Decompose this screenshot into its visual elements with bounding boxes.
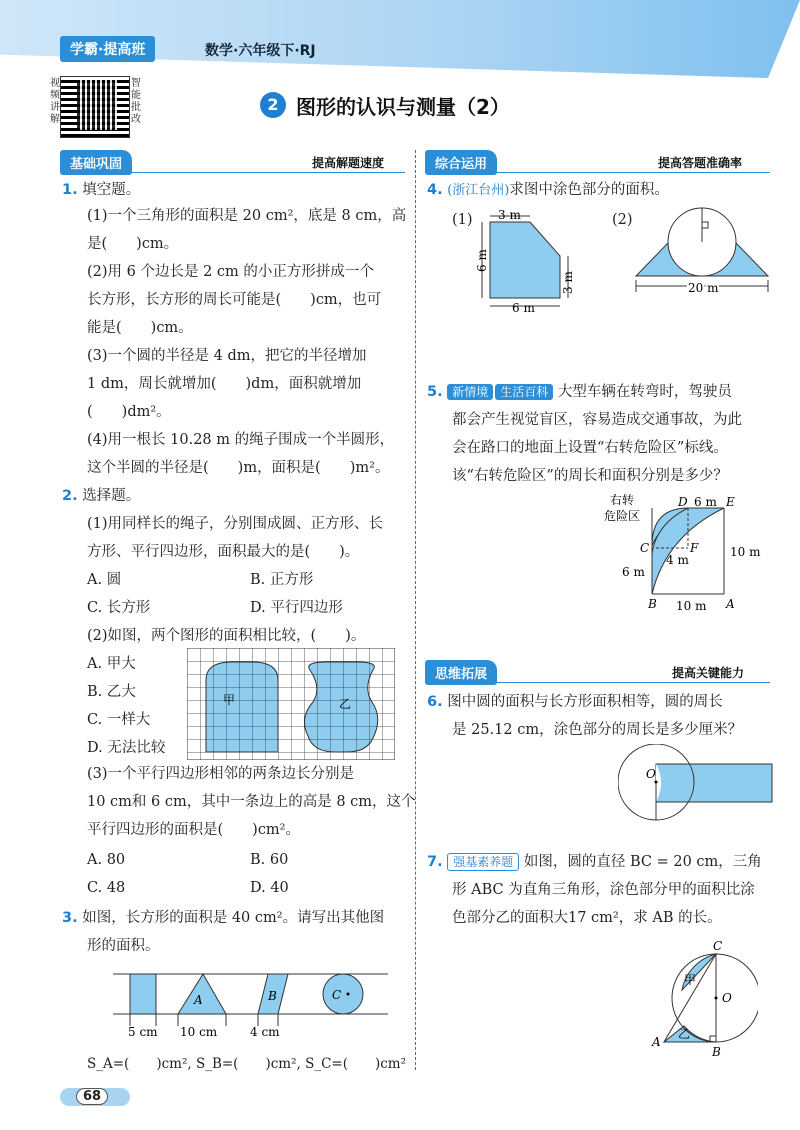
q7-label: 甲: [684, 973, 697, 987]
q3-number: 3: [62, 910, 73, 926]
q2-number: 2: [62, 488, 73, 504]
section-apply-line: [425, 172, 770, 173]
q2-p3-option[interactable]: D. 40: [250, 880, 289, 896]
q4-fig1-label: 6 m: [512, 301, 535, 315]
q7-label: A: [652, 1035, 661, 1049]
q1-line: 1 dm，周长就增加( )dm，面积就增加: [87, 376, 362, 392]
q4-source: (浙江台州): [447, 183, 510, 198]
q4-number: 4: [427, 182, 438, 198]
section-think-line: [425, 682, 770, 683]
qr-left-text: 视频讲解: [50, 78, 60, 125]
q1-number: 1: [62, 182, 73, 198]
subject-label: 数学·六年级下·RJ: [205, 43, 316, 59]
section-basic-subtitle: 提高解题速度: [312, 156, 385, 170]
q5-fig-label: 6 m: [622, 565, 645, 579]
q1-line: (4)用一根长 10.28 m 的绳子围成一个半圆形，: [87, 432, 395, 448]
q4-text: 求图中涂色部分的面积。: [509, 182, 669, 198]
q2-p2-option[interactable]: B. 乙大: [87, 684, 136, 700]
brand-badge: 学霸·提高班: [60, 36, 155, 62]
q4-fig1-shape: [490, 222, 560, 298]
q7-number: 7: [427, 854, 438, 870]
q2-p1-option[interactable]: B. 正方形: [250, 572, 314, 588]
q1-heading: 1. 填空题。: [62, 182, 141, 198]
section-apply-subtitle: 提高答题准确率: [658, 156, 743, 170]
q6-number: 6: [427, 694, 438, 710]
q7-heading: 7. 强基素养题 如图，圆的直径 BC = 20 cm，三角: [427, 854, 762, 870]
q3-label: 5 cm: [128, 1025, 158, 1039]
q2-p1-option[interactable]: A. 圆: [87, 572, 122, 588]
q5-fig-label: B: [648, 597, 657, 611]
q4-heading: 4. (浙江台州)求图中涂色部分的面积。: [427, 182, 669, 198]
q5-fig-label: F: [690, 541, 699, 555]
q5-number: 5: [427, 384, 438, 400]
q2-p1-option[interactable]: D. 平行四边形: [250, 600, 343, 616]
q1-body: [87, 206, 406, 486]
q7-label: B: [712, 1045, 721, 1059]
q2-p3-option[interactable]: B. 60: [250, 852, 289, 868]
q5-fig-label: 4 m: [666, 553, 689, 567]
q2-p3-line: 平行四边形的面积是( )cm²。: [87, 822, 300, 838]
q3-answer: S_A=( )cm², S_B=( )cm², S_C=( )cm²: [87, 1056, 407, 1072]
q2-p1-option[interactable]: C. 长方形: [87, 600, 151, 616]
q6-line: 是 25.12 cm，涂色部分的周长是多少厘米？: [452, 722, 743, 738]
q4-fig1-tag: (1): [452, 212, 473, 228]
q5-fig-label: 6 m: [694, 495, 717, 509]
q6-rect: [656, 764, 772, 802]
column-divider: [415, 150, 416, 1070]
q2-title: 选择题。: [82, 488, 141, 504]
q2-p2-option[interactable]: D. 无法比较: [87, 740, 166, 756]
q3-label: 10 cm: [180, 1025, 218, 1039]
q5-line: 大型车辆在转弯时，驾驶员: [557, 384, 732, 400]
q5-fig-label: A: [726, 597, 735, 611]
qr-pattern: [77, 80, 117, 130]
q3-line: 形的面积。: [87, 938, 160, 954]
q7-label: O: [722, 991, 732, 1005]
q6-line: 图中圆的面积与长方形面积相等，圆的周长: [447, 694, 723, 710]
q2-p1-line: 方形、平行四边形，面积最大的是( )。: [87, 544, 360, 560]
q6-heading: 6. 图中圆的面积与长方形面积相等，圆的周长: [427, 694, 723, 710]
q3-label: C: [332, 988, 342, 1002]
q7-line: 形 ABC 为直角三角形，涂色部分甲的面积比涂: [452, 882, 755, 898]
q2-p3-line: (3)一个平行四边形相邻的两条边长分别是: [87, 766, 355, 782]
q6-label: O: [646, 767, 656, 781]
q5-line: 该“右转危险区”的周长和面积分别是多少？: [452, 468, 728, 484]
q1-line: 长方形，长方形的周长可能是( )cm，也可: [87, 292, 382, 308]
q2-p3-option[interactable]: C. 48: [87, 880, 126, 896]
q3-line: 如图，长方形的面积是 40 cm²。请写出其他图: [82, 910, 385, 926]
q2-p3-line: 10 cm和 6 cm，其中一条边上的高是 8 cm，这个: [87, 794, 416, 810]
q5-figure: [590, 494, 780, 616]
q7-label: C: [713, 940, 723, 953]
q3-label: A: [194, 993, 203, 1007]
q3-label: 4 cm: [250, 1025, 280, 1039]
q7-tag: 强基素养题: [447, 853, 519, 871]
grid-lines: [187, 648, 395, 760]
q2-p2-option[interactable]: C. 一样大: [87, 712, 151, 728]
q1-line: 能是( )cm。: [87, 320, 193, 336]
q7-label: 乙: [678, 1027, 691, 1041]
q4-fig2-label: 20 m: [688, 281, 719, 295]
q5-zone-label: 危险区: [604, 509, 641, 523]
circle-c: [323, 974, 363, 1014]
q1-line: (2)用 6 个边长是 2 cm 的小正方形拼成一个: [87, 264, 374, 280]
q5-line: 会在路口的地面上设置“右转危险区”标线。: [452, 440, 728, 456]
grid-figure: [187, 648, 395, 760]
q4-fig1-label: 3 m: [498, 208, 521, 222]
q1-line: ( )dm²。: [87, 404, 171, 420]
section-apply: 综合运用: [425, 150, 497, 175]
q3-heading: 3. 如图，长方形的面积是 40 cm²。请写出其他图: [62, 910, 385, 926]
q2-p2-option[interactable]: A. 甲大: [87, 656, 136, 672]
label-jia: 甲: [223, 693, 236, 707]
q1-line: (3)一个圆的半径是 4 dm，把它的半径增加: [87, 348, 367, 364]
section-think-subtitle: 提高关键能力: [672, 666, 745, 680]
q2-p2-text: (2)如图，两个图形的面积相比较，( )。: [87, 628, 366, 644]
q5-fig-label: 10 m: [730, 545, 761, 559]
q7-figure: [648, 940, 758, 1062]
q5-fig-label: C: [640, 541, 650, 555]
rect-shape: [130, 974, 156, 1014]
q5-fig-label: 10 m: [676, 599, 707, 613]
q6-figure: [618, 744, 774, 824]
q5-tag: 生活百科: [495, 384, 553, 400]
label-yi: 乙: [339, 697, 352, 711]
q4-fig2-tag: (2): [612, 212, 633, 228]
page-number: 68: [76, 1088, 108, 1105]
section-think: 思维拓展: [425, 660, 497, 685]
q1-line: 是( )cm。: [87, 236, 179, 252]
q5-heading: 5. 新情境 生活百科 大型车辆在转弯时，驾驶员: [427, 384, 732, 400]
q5-fig-label: D: [678, 495, 688, 509]
q3-label: B: [268, 989, 277, 1003]
q7-line: 如图，圆的直径 BC = 20 cm，三角: [523, 854, 762, 870]
q4-fig1-label: 6 m: [475, 249, 489, 272]
q5-fig-label: E: [726, 495, 735, 509]
page-title: 图形的认识与测量（2）: [296, 95, 510, 119]
q1-line: (1)一个三角形的面积是 20 cm²，底是 8 cm，高: [87, 208, 407, 224]
q1-line: 这个半圆的半径是( )m，面积是( )m²。: [87, 460, 390, 476]
qr-right-text: 智能批改: [131, 78, 141, 125]
unit-number: 2: [260, 92, 286, 118]
q4-figure1: [474, 208, 584, 318]
q7-line: 色部分乙的面积大17 cm²，求 AB 的长。: [452, 910, 722, 926]
q5-tag: 新情境: [447, 384, 493, 400]
q2-p1-line: (1)用同样长的绳子，分别围成圆、正方形、长: [87, 516, 384, 532]
q4-fig1-label: 3 m: [561, 271, 575, 294]
q5-line: 都会产生视觉盲区，容易造成交通事故，为此: [452, 412, 742, 428]
q3-figure: [108, 964, 393, 1044]
q2-heading: 2. 选择题。: [62, 488, 141, 504]
q4-figure2: [632, 204, 772, 300]
q5-zone-label: 右转: [610, 494, 635, 507]
q1-title: 填空题。: [82, 182, 141, 198]
section-basic-line: [60, 172, 405, 173]
section-basic: 基础巩固: [60, 150, 132, 175]
q2-p3-option[interactable]: A. 80: [87, 852, 126, 868]
